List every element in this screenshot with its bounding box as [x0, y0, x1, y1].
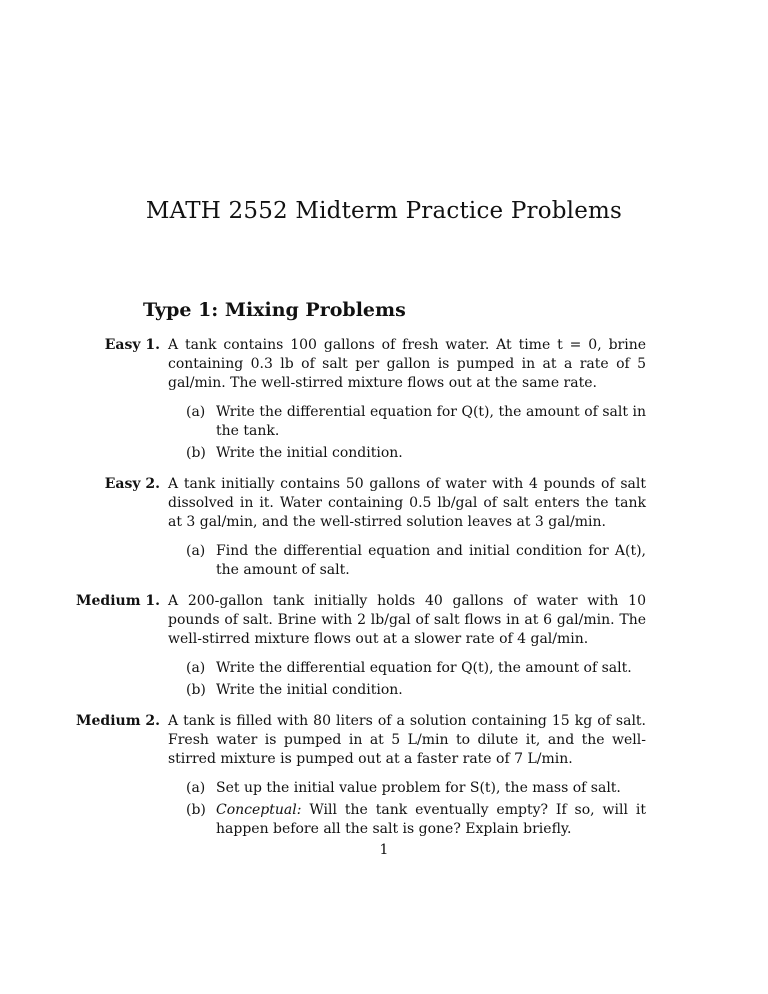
part-text: Set up the initial value problem for S(t), the mass of salt. [216, 780, 621, 796]
problem-parts [186, 659, 646, 700]
part-label: (b) [186, 682, 206, 698]
part-label: (a) [186, 404, 206, 420]
part-text: Write the initial condition. [216, 445, 403, 461]
problem-text: A tank contains 100 gallons of fresh water. At time t = 0, brine containing 0.3 lb of salt per gallon is pumped in at a rate of 5 gal/min. The well-stirred mixture flows out at the same rate. [168, 337, 646, 391]
problem-parts [186, 779, 646, 839]
problem-medium-2 [60, 712, 660, 839]
part-text [216, 801, 646, 839]
part-text-body: Will the tank eventually empty? If so, will it happen before all the salt is gone? Explain briefly. [216, 802, 646, 837]
problem-list [60, 336, 660, 851]
part-text: Write the initial condition. [216, 682, 403, 698]
part-label: (a) [186, 660, 206, 676]
problem-part [186, 779, 646, 798]
part-label: (a) [186, 543, 206, 559]
part-text: Find the differential equation and initial condition for A(t), the amount of salt. [216, 543, 646, 578]
problem-part [186, 444, 646, 463]
problem-text: A tank is filled with 80 liters of a solution containing 15 kg of salt. Fresh water is pumped in at 5 L/min to dilute it, and the well-stirred mixture is pumped out at a faster rate of 7 L/min. [168, 713, 646, 767]
problem-text: A 200-gallon tank initially holds 40 gallons of water with 10 pounds of salt. Brine with 2 lb/gal of salt flows in at 6 gal/min. The well-stirred mixture flows out at a slower rate of 4 gal/min. [168, 593, 646, 647]
problem-parts [186, 542, 646, 580]
problem-label: Easy 2. [104, 476, 160, 492]
problem-label: Medium 1. [76, 593, 160, 609]
part-label: (b) [186, 802, 206, 818]
problem-easy-1 [60, 336, 660, 463]
part-label: (a) [186, 780, 206, 796]
part-text: Write the differential equation for Q(t), the amount of salt in the tank. [216, 404, 646, 439]
problem-part [186, 542, 646, 580]
problem-label: Easy 1. [104, 337, 160, 353]
problem-part [186, 681, 646, 700]
problem-part [186, 403, 646, 441]
problem-easy-2 [60, 475, 660, 580]
problem-text: A tank initially contains 50 gallons of water with 4 pounds of salt dissolved in it. Water containing 0.5 lb/gal of salt enters the tank at 3 gal/min, and the well-stirred solution leaves at 3 gal/min. [168, 476, 646, 530]
problem-label: Medium 2. [76, 713, 160, 729]
part-label: (b) [186, 445, 206, 461]
problem-parts [186, 403, 646, 463]
problem-part [186, 801, 646, 839]
problem-medium-1 [60, 592, 660, 700]
page-number: 1 [379, 842, 389, 858]
section-heading: Type 1: Mixing Problems [143, 299, 406, 321]
conceptual-prefix: Conceptual: [216, 802, 302, 818]
part-text: Write the differential equation for Q(t), the amount of salt. [216, 660, 632, 676]
page-title: MATH 2552 Midterm Practice Problems [145, 198, 623, 224]
problem-part [186, 659, 646, 678]
